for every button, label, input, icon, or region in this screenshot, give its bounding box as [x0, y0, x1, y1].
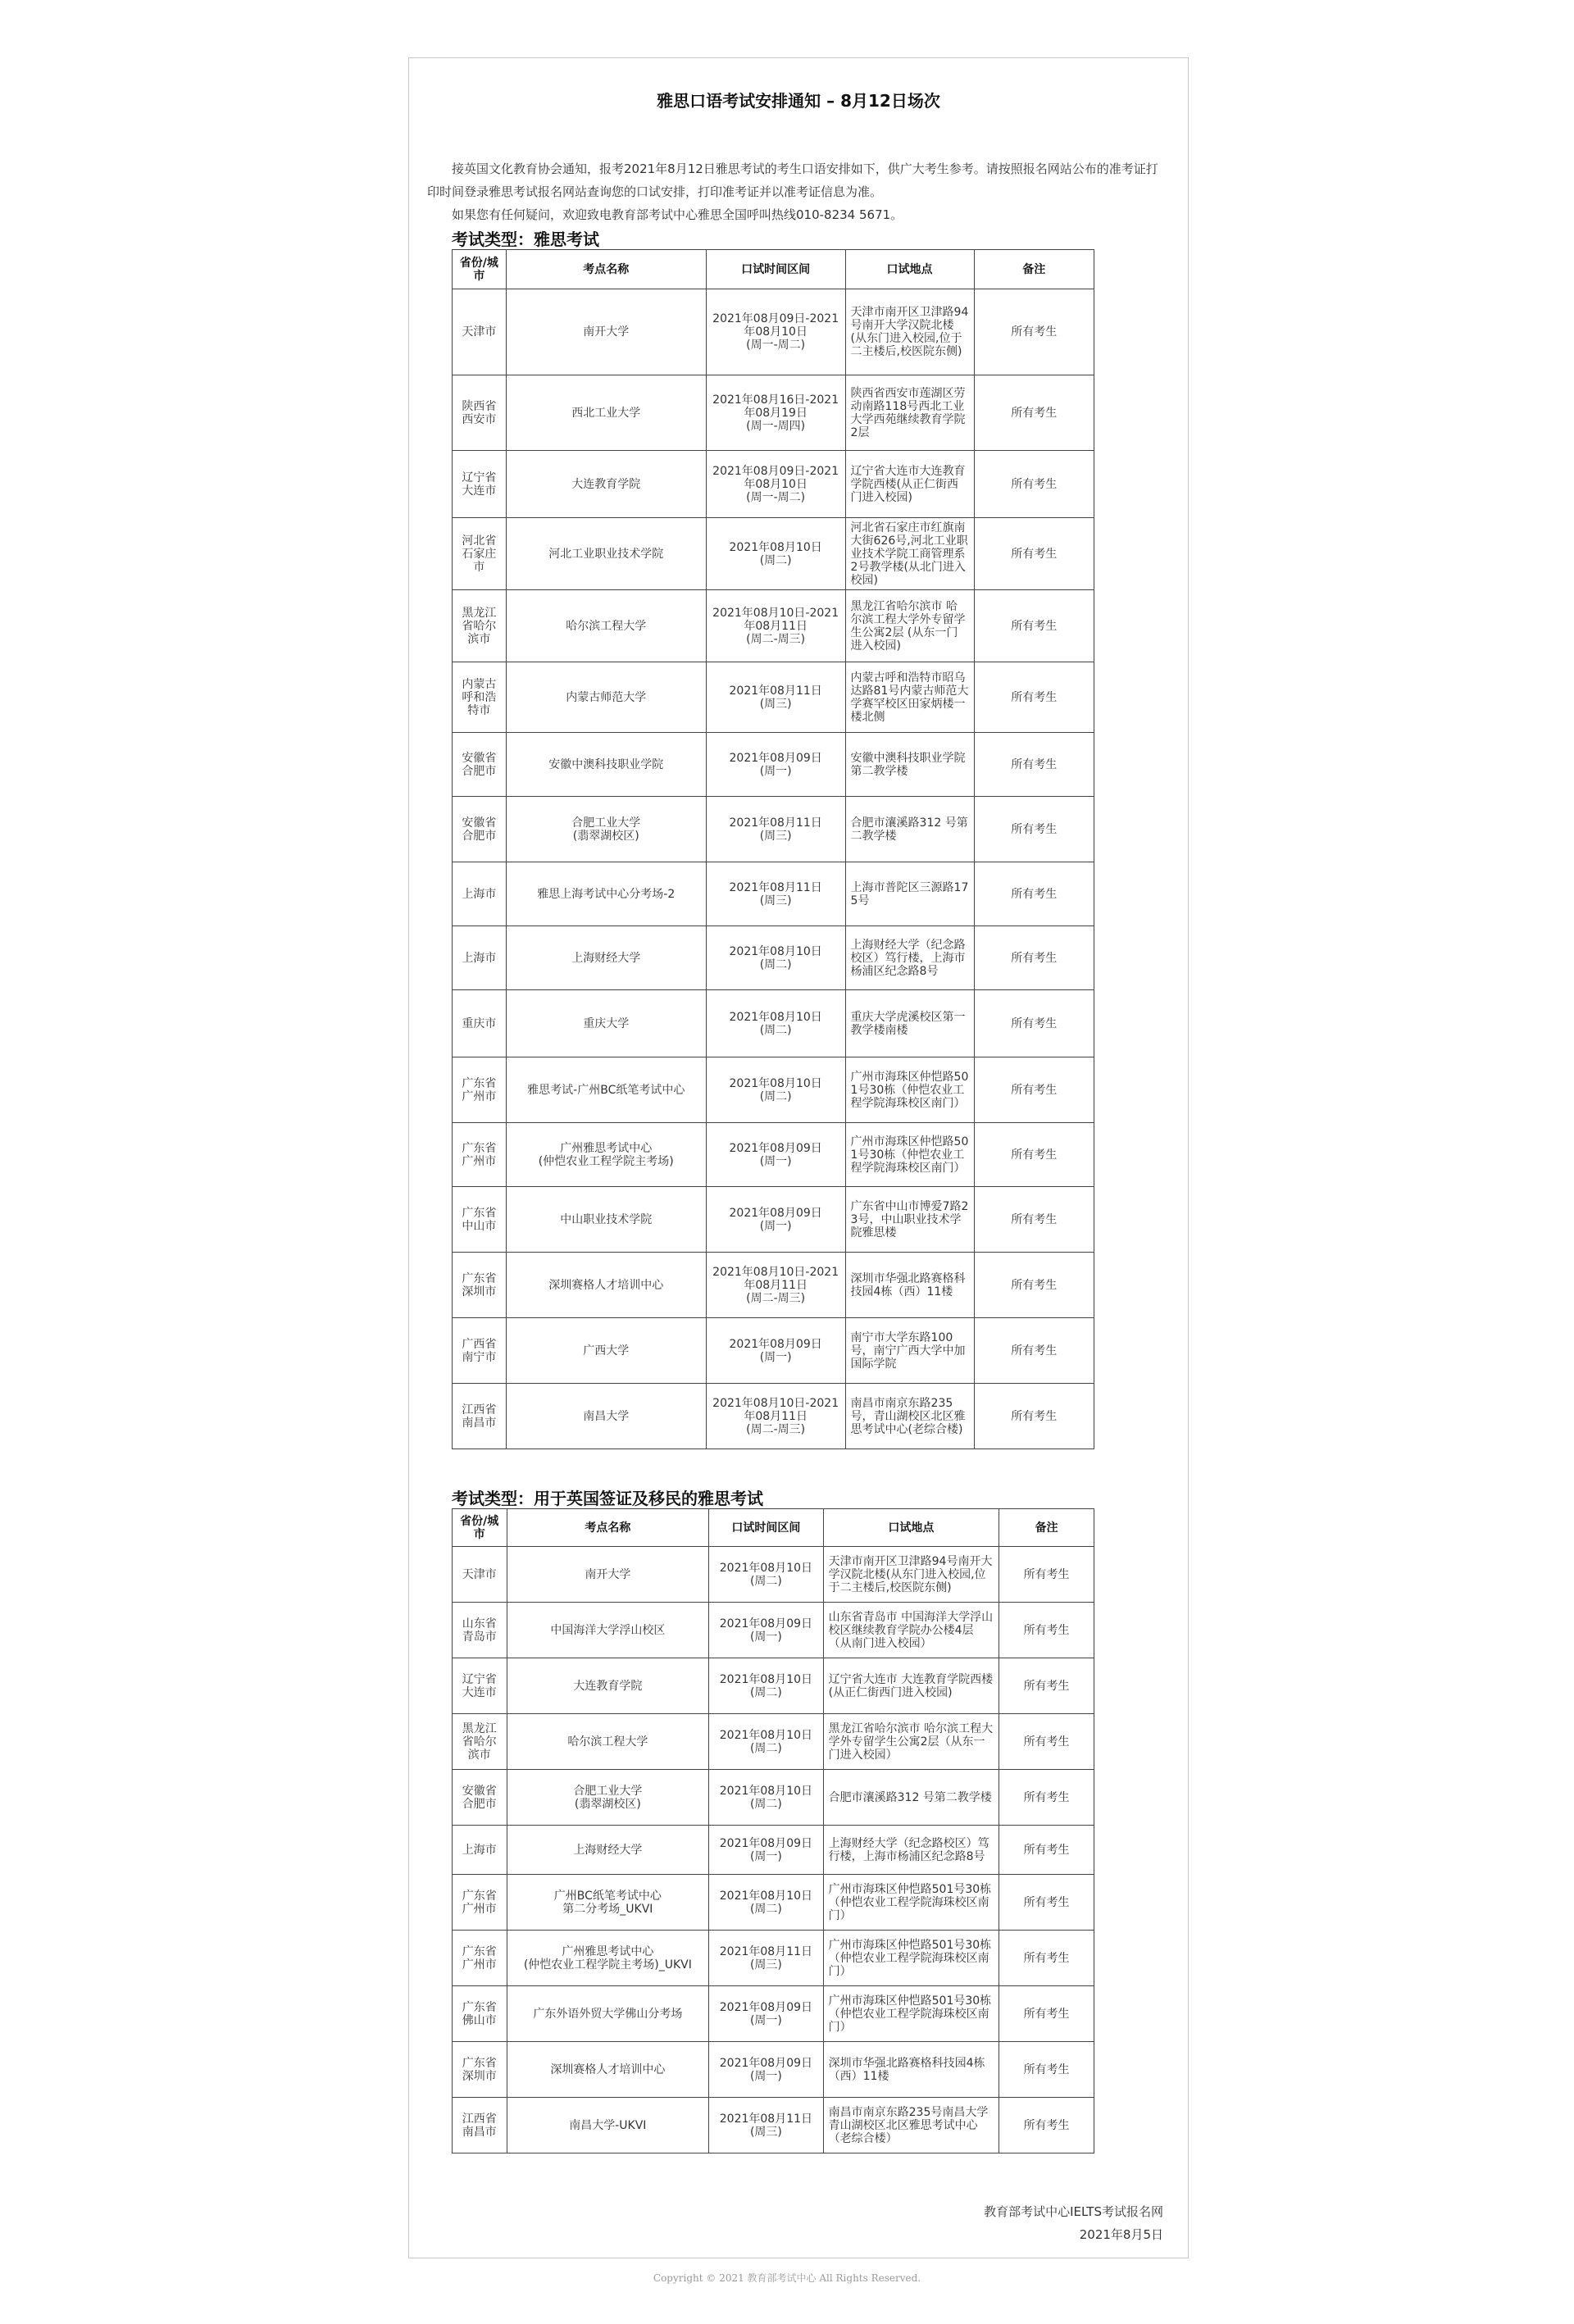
province-cell: 辽宁省大连市: [453, 451, 507, 518]
venue-cell: 大连教育学院: [507, 1658, 709, 1714]
time-cell: 2021年08月09日 (周一): [706, 1123, 845, 1187]
venue-cell: 重庆大学: [506, 990, 706, 1057]
province-cell: 广东省广州市: [453, 1875, 507, 1931]
province-cell: 辽宁省大连市: [453, 1658, 507, 1714]
remark-cell: 所有考生: [974, 990, 1094, 1057]
venue-cell: 合肥工业大学 (翡翠湖校区): [506, 797, 706, 862]
venue-cell: 南昌大学-UKVI: [507, 2098, 709, 2153]
remark-cell: 所有考生: [999, 2098, 1094, 2153]
location-cell: 黑龙江省哈尔滨市 哈尔滨工程大学外专留学生公寓2层（从东一门进入校园）: [823, 1714, 999, 1770]
schedule-table-ielts: [452, 249, 1094, 1449]
header-cell: 口试时间区间: [706, 250, 845, 289]
venue-cell: 深圳赛格人才培训中心: [507, 2042, 709, 2098]
table-row: [453, 1714, 1094, 1770]
province-cell: 广东省广州市: [453, 1931, 507, 1986]
remark-cell: 所有考生: [999, 1931, 1094, 1986]
remark-cell: 所有考生: [999, 1826, 1094, 1875]
header-cell: 口试时间区间: [709, 1509, 823, 1547]
table-row: [453, 990, 1094, 1057]
location-cell: 合肥市瀼溪路312 号第二教学楼: [845, 797, 974, 862]
location-cell: 重庆大学虎溪校区第一教学楼南楼: [845, 990, 974, 1057]
time-cell: 2021年08月10日 (周二): [709, 1547, 823, 1603]
table-row: [453, 926, 1094, 990]
location-cell: 山东省青岛市 中国海洋大学浮山校区继续教育学院办公楼4层（从南门进入校园）: [823, 1603, 999, 1658]
time-cell: 2021年08月10日 (周二): [706, 518, 845, 590]
time-cell: 2021年08月09日 (周一): [709, 1986, 823, 2042]
venue-cell: 南开大学: [507, 1547, 709, 1603]
location-cell: 上海财经大学（纪念路校区）笃行楼，上海市杨浦区纪念路8号: [823, 1826, 999, 1875]
notice-page: [408, 57, 1189, 2258]
venue-cell: 上海财经大学: [507, 1826, 709, 1875]
intro-text: [427, 157, 1170, 226]
time-cell: 2021年08月09日 (周一): [706, 1318, 845, 1384]
venue-cell: 雅思考试-广州BC纸笔考试中心: [506, 1057, 706, 1123]
venue-cell: 上海财经大学: [506, 926, 706, 990]
location-cell: 内蒙古呼和浩特市昭乌达路81号内蒙古师范大学赛罕校区田家炳楼一楼北侧: [845, 662, 974, 733]
header-cell: 备注: [974, 250, 1094, 289]
table-header-row: [453, 1509, 1094, 1547]
section-heading-ielts: 考试类型：雅思考试: [452, 230, 599, 249]
remark-cell: 所有考生: [974, 1123, 1094, 1187]
remark-cell: 所有考生: [974, 662, 1094, 733]
location-cell: 广州市海珠区仲恺路501号30栋（仲恺农业工程学院海珠校区南门）: [823, 1875, 999, 1931]
intro-paragraph: 接英国文化教育协会通知，报考2021年8月12日雅思考试的考生口语安排如下，供广大考生参考。请按照报名网站公布的准考证打印时间登录雅思考试报名网站查询您的口试安排，打印准考证并以准考证信息为准。: [427, 161, 1158, 199]
table-row: [453, 1603, 1094, 1658]
venue-cell: 广西大学: [506, 1318, 706, 1384]
table-header-row: [453, 250, 1094, 289]
time-cell: 2021年08月10日-2021年08月11日 (周二-周三): [706, 590, 845, 662]
remark-cell: 所有考生: [974, 797, 1094, 862]
location-cell: 黑龙江省哈尔滨市 哈尔滨工程大学外专留学生公寓2层 (从东一门进入校园): [845, 590, 974, 662]
remark-cell: 所有考生: [974, 1253, 1094, 1318]
remark-cell: 所有考生: [999, 1603, 1094, 1658]
venue-cell: 内蒙古师范大学: [506, 662, 706, 733]
table-row: [453, 662, 1094, 733]
location-cell: 安徽中澳科技职业学院第二教学楼: [845, 733, 974, 797]
province-cell: 上海市: [453, 862, 507, 926]
location-cell: 合肥市瀼溪路312 号第二教学楼: [823, 1770, 999, 1826]
venue-cell: 深圳赛格人才培训中心: [506, 1253, 706, 1318]
copyright-text: Copyright © 2021 教育部考试中心 All Rights Reserved.: [653, 2272, 921, 2284]
province-cell: 广东省中山市: [453, 1187, 507, 1253]
province-cell: 江西省南昌市: [453, 2098, 507, 2153]
time-cell: 2021年08月09日 (周一): [706, 733, 845, 797]
location-cell: 辽宁省大连市 大连教育学院西楼(从正仁街西门进入校园): [823, 1658, 999, 1714]
intro-paragraph: 如果您有任何疑问，欢迎致电教育部考试中心雅思全国呼叫热线010-8234 5671。: [452, 207, 903, 222]
province-cell: 广西省南宁市: [453, 1318, 507, 1384]
header-cell: 口试地点: [845, 250, 974, 289]
schedule-table-ukvi: [452, 1508, 1094, 2153]
time-cell: 2021年08月10日 (周二): [709, 1658, 823, 1714]
table-row: [453, 1547, 1094, 1603]
table-row: [453, 1826, 1094, 1875]
remark-cell: 所有考生: [999, 1986, 1094, 2042]
province-cell: 黑龙江省哈尔滨市: [453, 590, 507, 662]
time-cell: 2021年08月10日 (周二): [706, 926, 845, 990]
province-cell: 广东省广州市: [453, 1123, 507, 1187]
time-cell: 2021年08月10日 (周二): [709, 1714, 823, 1770]
time-cell: 2021年08月09日-2021年08月10日 (周一-周二): [706, 289, 845, 375]
remark-cell: 所有考生: [974, 1057, 1094, 1123]
table-row: [453, 2098, 1094, 2153]
venue-cell: 河北工业职业技术学院: [506, 518, 706, 590]
venue-cell: 中国海洋大学浮山校区: [507, 1603, 709, 1658]
remark-cell: 所有考生: [974, 1318, 1094, 1384]
province-cell: 黑龙江省哈尔滨市: [453, 1714, 507, 1770]
venue-cell: 合肥工业大学 (翡翠湖校区): [507, 1770, 709, 1826]
province-cell: 安徽省合肥市: [453, 1770, 507, 1826]
remark-cell: 所有考生: [974, 289, 1094, 375]
province-cell: 安徽省合肥市: [453, 797, 507, 862]
location-cell: 辽宁省大连市大连教育学院西楼(从正仁街西门进入校园): [845, 451, 974, 518]
table-row: [453, 862, 1094, 926]
time-cell: 2021年08月11日 (周三): [706, 662, 845, 733]
venue-cell: 南开大学: [506, 289, 706, 375]
time-cell: 2021年08月09日 (周一): [709, 1603, 823, 1658]
province-cell: 上海市: [453, 926, 507, 990]
table-row: [453, 518, 1094, 590]
location-cell: 上海市普陀区三源路175号: [845, 862, 974, 926]
location-cell: 天津市南开区卫津路94号南开大学汉院北楼(从东门进入校园,位于二主楼后,校医院东侧): [823, 1547, 999, 1603]
province-cell: 天津市: [453, 1547, 507, 1603]
province-cell: 河北省石家庄市: [453, 518, 507, 590]
venue-cell: 哈尔滨工程大学: [506, 590, 706, 662]
venue-cell: 南昌大学: [506, 1384, 706, 1449]
time-cell: 2021年08月11日 (周三): [709, 1931, 823, 1986]
remark-cell: 所有考生: [974, 518, 1094, 590]
time-cell: 2021年08月10日-2021年08月11日 (周二-周三): [706, 1384, 845, 1449]
time-cell: 2021年08月09日 (周一): [709, 2042, 823, 2098]
venue-cell: 广州雅思考试中心 (仲恺农业工程学院主考场)_UKVI: [507, 1931, 709, 1986]
table-row: [453, 1187, 1094, 1253]
table-row: [453, 375, 1094, 451]
venue-cell: 大连教育学院: [506, 451, 706, 518]
location-cell: 广州市海珠区仲恺路501号30栋（仲恺农业工程学院海珠校区南门）: [823, 1931, 999, 1986]
remark-cell: 所有考生: [999, 1658, 1094, 1714]
remark-cell: 所有考生: [999, 2042, 1094, 2098]
location-cell: 上海财经大学（纪念路校区）笃行楼，上海市杨浦区纪念路8号: [845, 926, 974, 990]
location-cell: 南昌市南京东路235号南昌大学青山湖校区北区雅思考试中心（老综合楼）: [823, 2098, 999, 2153]
venue-cell: 雅思上海考试中心分考场-2: [506, 862, 706, 926]
table-row: [453, 1875, 1094, 1931]
table-row: [453, 733, 1094, 797]
table-row: [453, 1123, 1094, 1187]
province-cell: 广东省深圳市: [453, 1253, 507, 1318]
header-cell: 省份/城市: [453, 250, 507, 289]
remark-cell: 所有考生: [999, 1547, 1094, 1603]
time-cell: 2021年08月10日 (周二): [706, 1057, 845, 1123]
venue-cell: 安徽中澳科技职业学院: [506, 733, 706, 797]
remark-cell: 所有考生: [974, 590, 1094, 662]
location-cell: 广州市海珠区仲恺路501号30栋（仲恺农业工程学院海珠校区南门）: [845, 1123, 974, 1187]
venue-cell: 西北工业大学: [506, 375, 706, 451]
province-cell: 上海市: [453, 1826, 507, 1875]
time-cell: 2021年08月16日-2021年08月19日 (周一-周四): [706, 375, 845, 451]
remark-cell: 所有考生: [974, 733, 1094, 797]
time-cell: 2021年08月10日 (周二): [709, 1875, 823, 1931]
section-heading-ukvi: 考试类型：用于英国签证及移民的雅思考试: [452, 1489, 763, 1508]
location-cell: 天津市南开区卫津路94号南开大学汉院北楼(从东门进入校园,位于二主楼后,校医院东侧): [845, 289, 974, 375]
header-cell: 省份/城市: [453, 1509, 507, 1547]
province-cell: 广东省深圳市: [453, 2042, 507, 2098]
province-cell: 重庆市: [453, 990, 507, 1057]
province-cell: 天津市: [453, 289, 507, 375]
location-cell: 河北省石家庄市红旗南大街626号,河北工业职业技术学院工商管理系2号教学楼(从北门进入校园): [845, 518, 974, 590]
table-row: [453, 1658, 1094, 1714]
location-cell: 广州市海珠区仲恺路501号30栋（仲恺农业工程学院海珠校区南门）: [845, 1057, 974, 1123]
time-cell: 2021年08月11日 (周三): [706, 862, 845, 926]
time-cell: 2021年08月10日 (周二): [706, 990, 845, 1057]
time-cell: 2021年08月11日 (周三): [706, 797, 845, 862]
table-row: [453, 451, 1094, 518]
province-cell: 广东省广州市: [453, 1057, 507, 1123]
header-cell: 备注: [999, 1509, 1094, 1547]
province-cell: 广东省佛山市: [453, 1986, 507, 2042]
province-cell: 内蒙古呼和浩特市: [453, 662, 507, 733]
table-row: [453, 289, 1094, 375]
remark-cell: 所有考生: [974, 1384, 1094, 1449]
table-row: [453, 1384, 1094, 1449]
remark-cell: 所有考生: [999, 1714, 1094, 1770]
location-cell: 南宁市大学东路100号，南宁广西大学中加国际学院: [845, 1318, 974, 1384]
province-cell: 陕西省西安市: [453, 375, 507, 451]
remark-cell: 所有考生: [974, 451, 1094, 518]
remark-cell: 所有考生: [999, 1770, 1094, 1826]
table-row: [453, 1253, 1094, 1318]
table-row: [453, 797, 1094, 862]
province-cell: 江西省南昌市: [453, 1384, 507, 1449]
remark-cell: 所有考生: [999, 1875, 1094, 1931]
time-cell: 2021年08月10日-2021年08月11日 (周二-周三): [706, 1253, 845, 1318]
table-row: [453, 1770, 1094, 1826]
venue-cell: 广州BC纸笔考试中心 第二分考场_UKVI: [507, 1875, 709, 1931]
time-cell: 2021年08月09日-2021年08月10日 (周一-周二): [706, 451, 845, 518]
footer-date: 2021年8月5日: [1079, 2227, 1163, 2242]
location-cell: 深圳市华强北路赛格科技园4栋（西）11楼: [845, 1253, 974, 1318]
remark-cell: 所有考生: [974, 926, 1094, 990]
location-cell: 南昌市南京东路235号，青山湖校区北区雅思考试中心(老综合楼): [845, 1384, 974, 1449]
footer: [984, 2200, 1163, 2246]
header-cell: 口试地点: [823, 1509, 999, 1547]
location-cell: 广州市海珠区仲恺路501号30栋（仲恺农业工程学院海珠校区南门）: [823, 1986, 999, 2042]
remark-cell: 所有考生: [974, 862, 1094, 926]
venue-cell: 哈尔滨工程大学: [507, 1714, 709, 1770]
header-cell: 考点名称: [506, 250, 706, 289]
table-row: [453, 1986, 1094, 2042]
time-cell: 2021年08月09日 (周一): [709, 1826, 823, 1875]
province-cell: 安徽省合肥市: [453, 733, 507, 797]
table-row: [453, 2042, 1094, 2098]
province-cell: 山东省青岛市: [453, 1603, 507, 1658]
time-cell: 2021年08月09日 (周一): [706, 1187, 845, 1253]
time-cell: 2021年08月10日 (周二): [709, 1770, 823, 1826]
location-cell: 广东省中山市博爱7路23号，中山职业技术学院雅思楼: [845, 1187, 974, 1253]
remark-cell: 所有考生: [974, 1187, 1094, 1253]
remark-cell: 所有考生: [974, 375, 1094, 451]
table-row: [453, 1318, 1094, 1384]
location-cell: 深圳市华强北路赛格科技园4栋（西）11楼: [823, 2042, 999, 2098]
time-cell: 2021年08月11日 (周三): [709, 2098, 823, 2153]
venue-cell: 广东外语外贸大学佛山分考场: [507, 1986, 709, 2042]
table-row: [453, 590, 1094, 662]
venue-cell: 广州雅思考试中心 (仲恺农业工程学院主考场): [506, 1123, 706, 1187]
header-cell: 考点名称: [507, 1509, 709, 1547]
table-row: [453, 1057, 1094, 1123]
venue-cell: 中山职业技术学院: [506, 1187, 706, 1253]
footer-org: 教育部考试中心IELTS考试报名网: [984, 2204, 1163, 2219]
table-row: [453, 1931, 1094, 1986]
location-cell: 陕西省西安市莲湖区劳动南路118号西北工业大学西苑继续教育学院2层: [845, 375, 974, 451]
page-title: 雅思口语考试安排通知 – 8月12日场次: [657, 91, 940, 111]
